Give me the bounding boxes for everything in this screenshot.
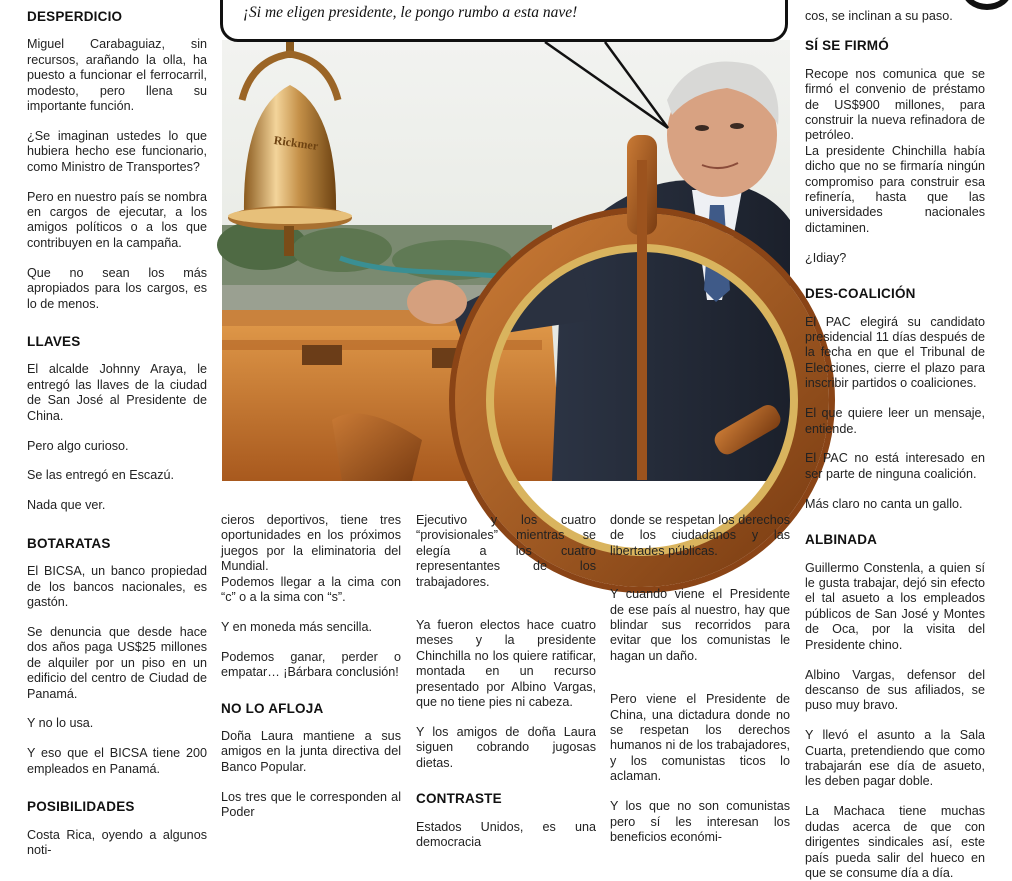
paragraph: El PAC elegirá su candidato presidencial 11 días después de la fecha en que el Tribunal de Elecciones, cierre el plazo para inscribir partidos o coaliciones. xyxy=(805,314,985,391)
paragraph: El alcalde Johnny Araya, le entregó las llaves de la ciudad de San José al Presidente de China. xyxy=(27,362,207,423)
paragraph: Nada que ver. xyxy=(27,498,106,513)
paragraph: Doña Laura mantiene a sus amigos en la junta directiva del Banco Popular. xyxy=(221,729,401,774)
paragraph: Estados Unidos, es una democracia xyxy=(416,819,596,849)
heading-botaratas: BOTARATAS xyxy=(27,535,111,551)
paragraph: Los tres que le corresponden al Poder xyxy=(221,789,401,820)
heading-si-se-firmo: SÍ SE FIRMÓ xyxy=(805,38,889,54)
paragraph: donde se respetan los derechos de los ciudadanos y las libertades públicas. xyxy=(610,513,790,558)
paragraph: Pero en nuestro país se nombra en cargos de ejecutar, a los amigos políticos o a los que contribuyen en la campaña. xyxy=(27,189,207,250)
paragraph: Costa Rica, oyendo a algunos noti- xyxy=(27,827,207,857)
column-3 xyxy=(416,513,596,850)
paragraph: Pero viene el Presidente de China, una dictadura donde no se respetan los derechos humanos ni de los trabajadores, y los comunistas ticos lo aclaman. xyxy=(610,692,790,784)
paragraph: Podemos ganar, perder o empatar… ¡Bárbara conclusión! xyxy=(221,649,401,680)
photo-illustration xyxy=(222,40,790,481)
heading-contraste: CONTRASTE xyxy=(416,791,502,807)
paragraph: Guillermo Constenla, a quien sí le gusta trabajar, dejó sin efecto el tal asueto a los empleados públicos de San José y Montes de Oca, por la visita del Presidente chino. xyxy=(805,560,985,652)
paragraph: Que no sean los más apropiados para los cargos, es lo de menos. xyxy=(27,265,207,311)
column-2 xyxy=(221,513,401,821)
paragraph: El PAC no está interesado en ser parte de ninguna coalición. xyxy=(805,451,985,481)
speech-bubble-text: ¡Si me eligen presidente, le pongo rumbo a esta nave! xyxy=(243,4,578,21)
paragraph: La Machaca tiene muchas dudas acerca de que con dirigentes sindicales así, este país pueda salir del hueco en que se consume día a día. xyxy=(805,804,985,880)
paragraph: Y eso que el BICSA tiene 200 empleados en Panamá. xyxy=(27,746,207,776)
paragraph: cos, se inclinan a su paso. xyxy=(805,9,953,23)
heading-albinada: ALBINADA xyxy=(805,532,878,548)
paragraph: cieros deportivos, tiene tres oportunidades en los próximos juegos por la eliminatoria del Mundial. xyxy=(221,513,401,574)
paragraph: Podemos llegar a la cima con “c” o a la sima con “s”. xyxy=(221,574,401,605)
column-4 xyxy=(610,513,790,845)
paragraph: Y llevó el asunto a la Sala Cuarta, pretendiendo que como trabajarán ese día de asueto, les deben pagar doble. xyxy=(805,728,985,789)
column-5 xyxy=(805,9,985,881)
paragraph: Y en moneda más sencilla. xyxy=(221,619,372,634)
paragraph: Ya fueron electos hace cuatro meses y la presidente Chinchilla no los quiere ratificar, montada en un recurso presentado por Albino Vargas, que no tiene pies ni cabeza. xyxy=(416,618,596,710)
paragraph: Ejecutivo y los cuatro “provisionales” mientras se elegía a los cuatro representantes de los trabajadores. xyxy=(416,513,596,589)
heading-desperdicio: DESPERDICIO xyxy=(27,9,123,24)
bell-engraving: Rickmer xyxy=(272,132,320,154)
paragraph: Pero algo curioso. xyxy=(27,438,129,453)
paragraph: El que quiere leer un mensaje, entiende. xyxy=(805,406,985,436)
paragraph: ¿Idiay? xyxy=(805,250,847,265)
speech-bubble xyxy=(220,0,788,42)
column-1 xyxy=(27,9,207,858)
paragraph: Recope nos comunica que se firmó el convenio de préstamo de US$900 millones, para construir la nueva refinadora de petróleo. xyxy=(805,66,985,143)
paragraph: Albino Vargas, defensor del descanso de sus afiliados, se puso muy bravo. xyxy=(805,667,985,713)
paragraph: Más claro no canta un gallo. xyxy=(805,496,963,511)
paragraph: La presidente Chinchilla había dicho que no se firmaría ningún compromiso para construir esa refinería, hasta que las universidades nacionales dictaminen. xyxy=(805,143,985,235)
heading-llaves: LLAVES xyxy=(27,334,81,349)
paragraph: Se denuncia que desde hace dos años paga US$25 millones de alquiler por un piso en un edificio del centro de Ciudad de Panamá. xyxy=(27,624,207,701)
paragraph: Y los que no son comunistas pero sí les interesan los beneficios económi- xyxy=(610,799,790,844)
heading-no-lo-afloja: NO LO AFLOJA xyxy=(221,700,324,716)
paragraph: Y no lo usa. xyxy=(27,716,94,731)
paragraph: ¿Se imaginan ustedes lo que hubiera hecho ese funcionario, como Ministro de Transportes? xyxy=(27,128,207,174)
heading-des-coalicion: DES-COALICIÓN xyxy=(805,286,916,302)
paragraph: Se las entregó en Escazú. xyxy=(27,468,175,483)
paragraph: Miguel Carabaguiaz, sin recursos, arañando la olla, ha puesto a funcionar el ferrocarril, modesto, pero llena su importante función. xyxy=(27,37,207,114)
photo-ship-wheel xyxy=(222,40,790,481)
heading-posibilidades: POSIBILIDADES xyxy=(27,799,135,815)
paragraph: El BICSA, un banco propiedad de los bancos nacionales, es gastón. xyxy=(27,564,207,609)
paragraph: Y los amigos de doña Laura siguen cobrando jugosas dietas. xyxy=(416,724,596,770)
paragraph: Y cuando viene el Presidente de ese país al nuestro, hay que blindar sus recorridos para evitar que los comunistas le hagan un daño. xyxy=(610,587,790,663)
